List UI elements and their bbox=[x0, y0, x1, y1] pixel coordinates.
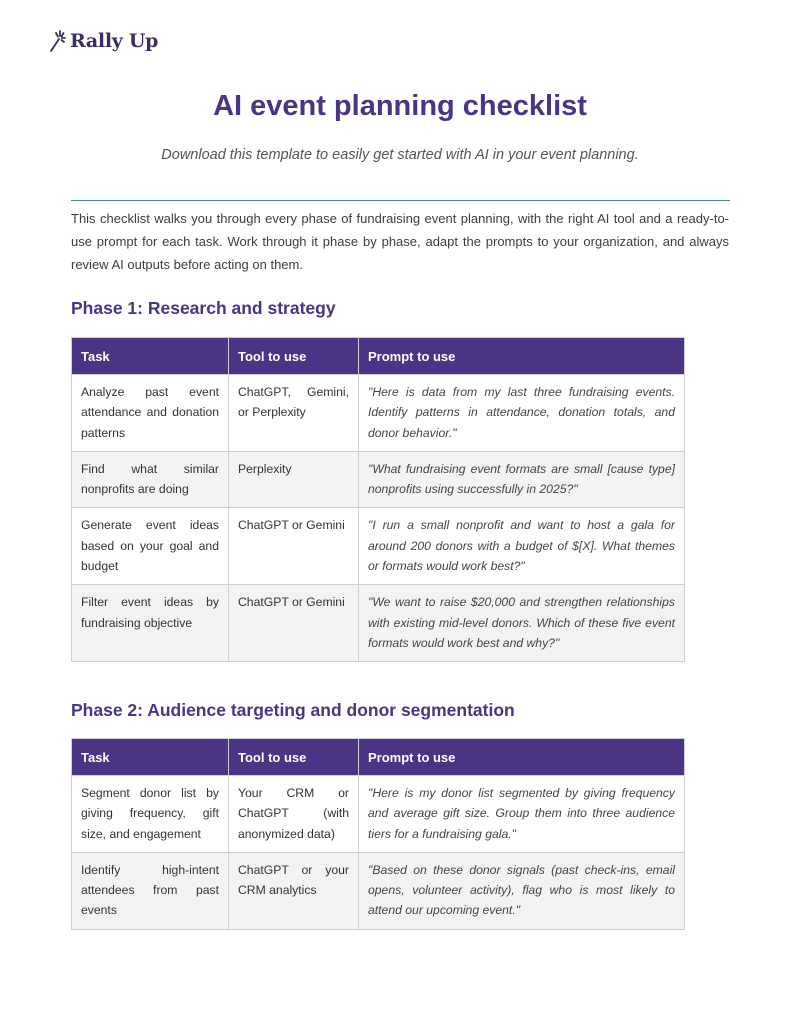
phase-2-heading: Phase 2: Audience targeting and donor segmentation bbox=[71, 700, 515, 720]
table-row bbox=[72, 776, 685, 853]
phase-1-table bbox=[71, 337, 685, 662]
phase-1-heading: Phase 1: Research and strategy bbox=[71, 298, 336, 318]
tool-cell: ChatGPT, Gemini, or Perplexity bbox=[229, 375, 359, 452]
prompt-cell: "I run a small nonprofit and want to host a gala for around 200 donors with a budget of $[X]. What themes or formats would work best?" bbox=[359, 508, 685, 585]
table-header-row bbox=[72, 739, 685, 776]
table-row bbox=[72, 451, 685, 508]
table-row bbox=[72, 375, 685, 452]
table-row bbox=[72, 585, 685, 662]
divider bbox=[71, 200, 730, 201]
task-cell: Find what similar nonprofits are doing bbox=[72, 451, 229, 508]
column-header-prompt: Prompt to use bbox=[359, 338, 685, 375]
table-row bbox=[72, 852, 685, 929]
task-cell: Filter event ideas by fundraising objective bbox=[72, 585, 229, 662]
column-header-task: Task bbox=[72, 739, 229, 776]
table-row bbox=[72, 508, 685, 585]
task-cell: Segment donor list by giving frequency, gift size, and engagement bbox=[72, 776, 229, 853]
tool-cell: Your CRM or ChatGPT (with anonymized data) bbox=[229, 776, 359, 853]
table-header-row bbox=[72, 338, 685, 375]
prompt-cell: "Based on these donor signals (past check-ins, email opens, volunteer activity), flag who is most likely to attend our upcoming event." bbox=[359, 852, 685, 929]
column-header-prompt: Prompt to use bbox=[359, 739, 685, 776]
sparkle-icon bbox=[48, 30, 66, 52]
column-header-tool: Tool to use bbox=[229, 739, 359, 776]
tool-cell: ChatGPT or Gemini bbox=[229, 508, 359, 585]
page-subtitle: Download this template to easily get started with AI in your event planning. bbox=[161, 147, 639, 163]
column-header-tool: Tool to use bbox=[229, 338, 359, 375]
tool-cell: ChatGPT or Gemini bbox=[229, 585, 359, 662]
phase-2-table bbox=[71, 738, 685, 930]
task-cell: Identify high-intent attendees from past events bbox=[72, 852, 229, 929]
tool-cell: ChatGPT or your CRM analytics bbox=[229, 852, 359, 929]
intro-paragraph: This checklist walks you through every phase of fundraising event planning, with the right AI tool and a ready-to-use prompt for each task. Work through it phase by phase, adapt the prompts to your organization, and always review AI outputs before acting on them. bbox=[71, 211, 729, 272]
tool-cell: Perplexity bbox=[229, 451, 359, 508]
prompt-cell: "Here is my donor list segmented by giving frequency and average gift size. Group them into three audience tiers for a fundraising gala." bbox=[359, 776, 685, 853]
prompt-cell: "We want to raise $20,000 and strengthen relationships with existing mid-level donors. Which of these five event formats would work best and why?" bbox=[359, 585, 685, 662]
task-cell: Analyze past event attendance and donation patterns bbox=[72, 375, 229, 452]
column-header-task: Task bbox=[72, 338, 229, 375]
prompt-cell: "What fundraising event formats are small [cause type] nonprofits using successfully in 2025?" bbox=[359, 451, 685, 508]
brand-logo bbox=[48, 30, 158, 52]
page-title: AI event planning checklist bbox=[213, 90, 587, 122]
task-cell: Generate event ideas based on your goal and budget bbox=[72, 508, 229, 585]
prompt-cell: "Here is data from my last three fundraising events. Identify patterns in attendance, donation totals, and donor behavior." bbox=[359, 375, 685, 452]
brand-name: Rally Up bbox=[70, 30, 159, 52]
